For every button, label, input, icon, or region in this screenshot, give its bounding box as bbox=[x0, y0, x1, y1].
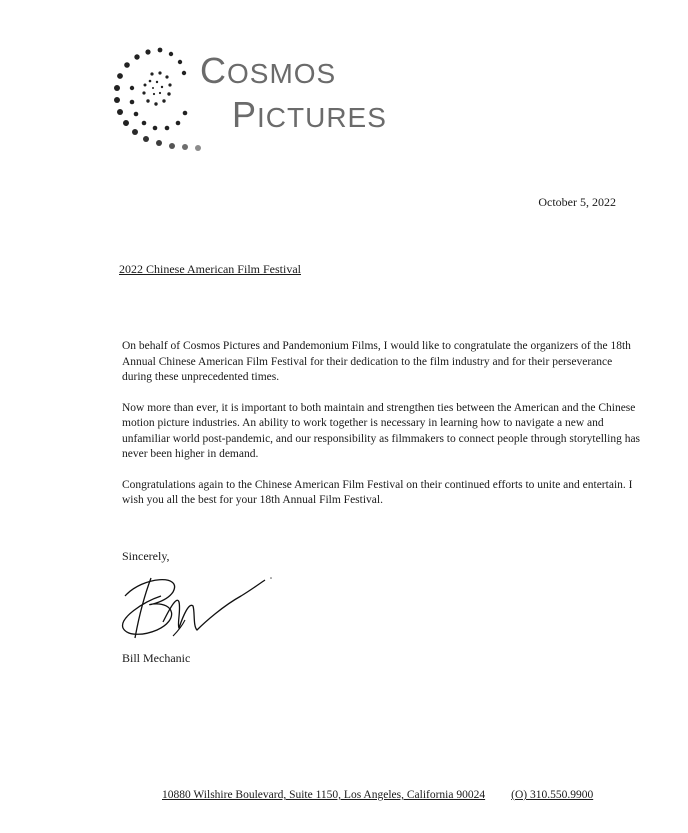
letter-body bbox=[122, 339, 642, 524]
handwritten-signature-icon bbox=[113, 566, 283, 646]
body-paragraph: On behalf of Cosmos Pictures and Pandemonium Films, I would like to congratulate the organizers of the 18th Annual Chinese American Film Festival for their dedication to the film industry and for their perseverance during these unprecedented times. bbox=[122, 340, 631, 383]
body-paragraph: Now more than ever, it is important to both maintain and strengthen ties between the American and the Chinese motion picture industries. An ability to work together is necessary in learning how to navigate a new and unfamiliar world post-pandemic, and our responsibility as filmmakers to connect people through storytelling has never been higher in demand. bbox=[122, 401, 641, 460]
letter-date: October 5, 2022 bbox=[538, 195, 616, 209]
signer-name: Bill Mechanic bbox=[122, 651, 191, 665]
body-paragraph: Congratulations again to the Chinese American Film Festival on their continued efforts to unite and entertain. I wish you all the best for your 18th Annual Film Festival. bbox=[122, 478, 633, 506]
logo-wordmark-cosmos bbox=[200, 50, 337, 91]
logo-wordmark-pictures bbox=[232, 94, 387, 135]
logo-wordmark-cosmos-rest: OSMOS bbox=[227, 58, 337, 89]
letter-closing: Sincerely, bbox=[122, 549, 170, 563]
logo-wordmark-pictures-rest: ICTURES bbox=[257, 102, 387, 133]
logo-wordmark-cosmos-initial: C bbox=[200, 50, 227, 91]
company-phone: (O) 310.550.9900 bbox=[511, 789, 594, 801]
letter-subject: 2022 Chinese American Film Festival bbox=[119, 262, 301, 276]
company-logo bbox=[108, 40, 387, 160]
dotted-spiral-logo-icon bbox=[108, 40, 208, 160]
company-address: 10880 Wilshire Boulevard, Suite 1150, Los Angeles, California 90024 bbox=[162, 789, 486, 801]
letter-footer bbox=[162, 789, 593, 801]
logo-wordmark-pictures-initial: P bbox=[232, 94, 258, 135]
